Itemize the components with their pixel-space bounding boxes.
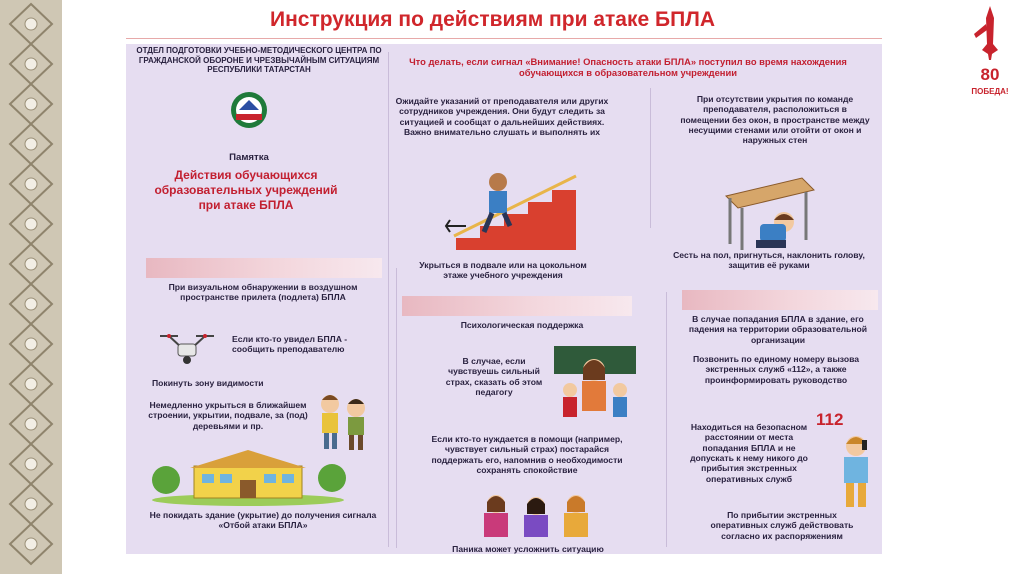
victory-80-emblem <box>964 4 1016 102</box>
tatarstan-emblem-icon <box>221 90 277 130</box>
memo-title: Действия обучающихся образовательных учреждений при атаке БПЛА <box>154 168 338 212</box>
boy-phone-icon <box>816 410 880 510</box>
wait-instructions-text: Ожидайте указаний от преподавателя или других сотрудников учреждения. Они будут следить за ситуацией и сообщат о дальнейших действиях. Важно внимательно слушать и выполнять их <box>395 96 609 137</box>
strong-fear-text: В случае, если чувствуешь сильный страх, сказать об этом педагогу <box>445 356 543 397</box>
obey-services-text: По прибытии экстренных оперативных служб действовать согласно их распоряжениям <box>710 510 854 541</box>
teacher-children-icon <box>554 346 636 420</box>
panic-text: Паника может усложнить ситуацию <box>452 544 604 554</box>
memo-poster <box>126 44 882 554</box>
running-kids-icon <box>308 390 380 454</box>
column-divider <box>666 292 667 547</box>
sit-floor-text: Сесть на пол, пригнуться, наклонить голову, защитив её руками <box>673 250 865 271</box>
column-divider <box>396 268 397 548</box>
signal-heading: Что делать, если сигнал «Внимание! Опасность атаки БПЛА» поступил во время нахождения обучающихся в образовательном учреждении <box>409 56 847 79</box>
help-others-text: Если кто-то нуждается в помощи (например, чувствует сильный страх) постарайся поддержать его, напомнив о необходимости сохранять спокойствие <box>431 434 623 475</box>
dont-leave-text: Не покидать здание (укрытие) до получения сигнала «Отбой атаки БПЛА» <box>149 510 377 531</box>
svg-text:80: 80 <box>980 65 1000 84</box>
take-cover-text: Немедленно укрыться в ближайшем строении, укрытии, подвале, за (под) деревьями и пр. <box>148 400 308 431</box>
number-112-label: 112 <box>816 410 844 429</box>
drone-hit-heading: В случае попадания БПЛА в здание, его падения на территории образовательной организации <box>688 314 868 345</box>
svg-text:ПОБЕДА!: ПОБЕДА! <box>971 87 1009 96</box>
leave-zone-text: Покинуть зону видимости <box>152 378 264 388</box>
section-bar <box>146 258 382 278</box>
section-bar <box>402 296 632 316</box>
memo-label: Памятка <box>229 152 269 163</box>
school-building-icon <box>150 446 346 506</box>
tell-teacher-text: Если кто-то увидел БПЛА - сообщить преподавателю <box>232 334 348 355</box>
drone-icon <box>154 328 220 368</box>
boy-under-desk-icon <box>722 174 818 254</box>
org-header: ОТДЕЛ ПОДГОТОВКИ УЧЕБНО-МЕТОДИЧЕСКОГО ЦЕНТРА ПО ГРАЖДАНСКОЙ ОБОРОНЕ И ЧРЕЗВЫЧАЙНЫМ СИТУАЦИЯМ РЕСПУБЛИКИ ТАТАРСТАН <box>136 46 382 75</box>
safe-distance-text: Находиться на безопасном расстоянии от места попадания БПЛА и не допускать к нему никого до прибытия экстренных оперативных служб <box>690 422 808 484</box>
slide-title: Инструкция по действиям при атаке БПЛА <box>270 8 716 31</box>
call-112-text: Позвонить по единому номеру вызова экстренных служб «112», а также проинформировать руководство <box>692 354 860 385</box>
section-bar <box>682 290 878 310</box>
title-divider <box>126 38 882 39</box>
basement-text: Укрыться в подвале или на цокольном этаже учебного учреждения <box>419 260 587 281</box>
girls-support-icon <box>466 492 606 538</box>
column-divider <box>388 52 389 547</box>
stairs-boy-icon <box>436 166 586 252</box>
psych-heading: Психологическая поддержка <box>460 320 584 330</box>
decorative-chain-border <box>0 0 62 574</box>
no-shelter-text: При отсутствии укрытия по команде преподавателя, расположиться в помещении без окон, в пространстве между несущими стенами или отойти от окон и наружных стен <box>680 94 870 146</box>
column-divider <box>650 88 651 228</box>
visual-detection-heading: При визуальном обнаружении в воздушном пространстве прилета (подлета) БПЛА <box>168 282 358 303</box>
